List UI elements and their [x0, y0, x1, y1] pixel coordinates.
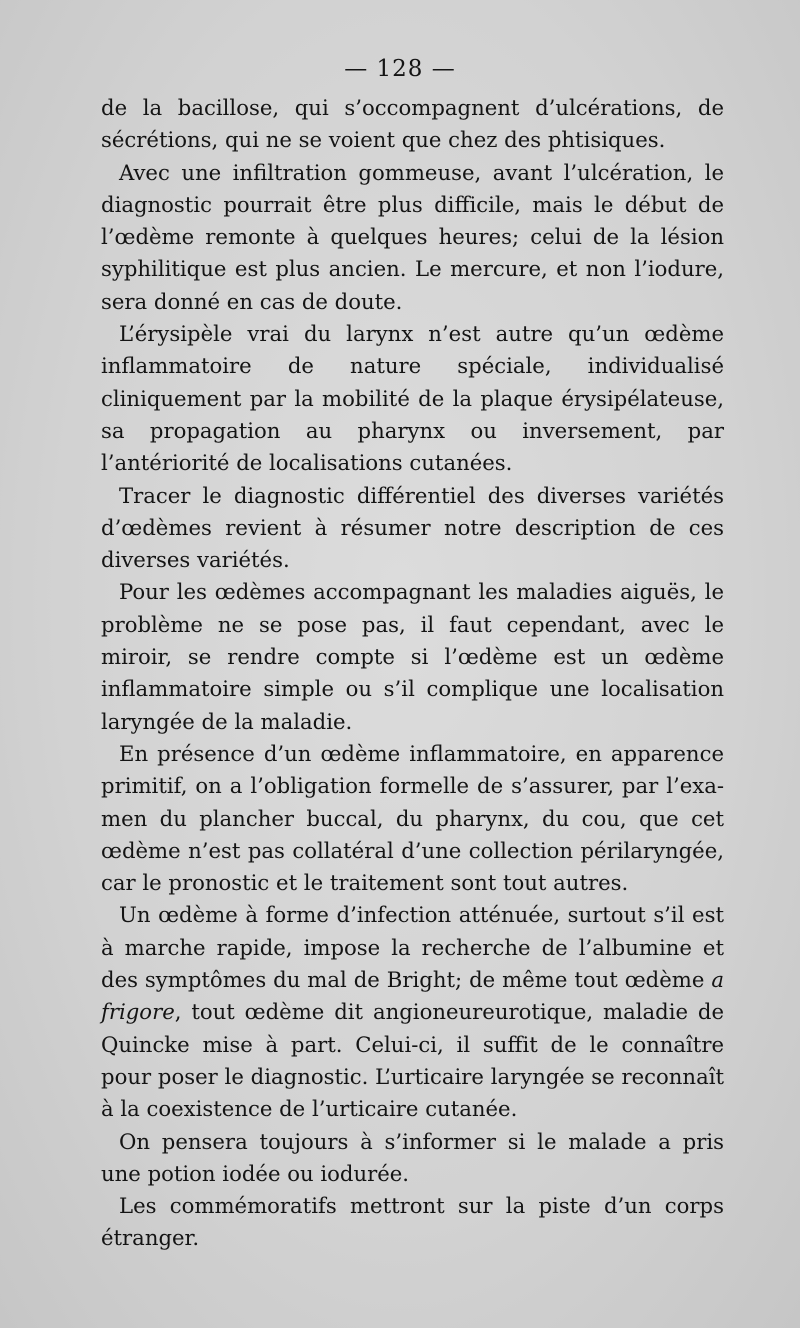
paragraph: On pensera toujours à s’informer si le malade a pris une potion iodée ou iodurée.	[101, 1128, 724, 1186]
paragraph: Avec une infiltration gommeuse, avant l’ulcération, le diagnostic pourrait être plus difficile, mais le début de l’œdème remonte à quelques heures; celui de la lésion syphilitique est plus ancien. Le mercure, et non l’iodure, sera donné en cas de doute.	[101, 159, 724, 314]
paragraph: Pour les œdèmes accompagnant les maladies aiguës, le problème ne se pose pas, il faut cependant, avec le miroir, se rendre compte si l’œdème est un œdème inflammatoire simple ou s’il complique une localisation laryngée de la maladie.	[101, 579, 724, 734]
paragraph: Tracer le diagnostic différentiel des diverses variétés d’œdèmes revient à résumer notre description de ces diverses variétés.	[101, 482, 724, 573]
page-number: — 128 —	[344, 56, 456, 82]
paragraph: En présence d’un œdème inflammatoire, en apparence primitif, on a l’obligation formelle de s’assurer, par l’examen du plancher buccal, du pharynx, du cou, que cet œdème n’est pas collatéral d’une collection périlaryngée, car le pronostic et le traitement sont tout autres.	[101, 740, 724, 896]
italic-phrase: a frigore	[101, 967, 724, 1025]
paragraph: de la bacillose, qui s’occompagnent d’ulcérations, de sécrétions, qui ne se voient que chez des phtisiques.	[101, 95, 724, 153]
body-text	[101, 92, 724, 1255]
paragraph: Les commémoratifs mettront sur la piste d’un corps étranger.	[101, 1193, 724, 1251]
paragraph-text-after: , tout œdème dit angioneureurotique, maladie de Quincke mise à part. Celui-ci, il suffit de le connaître pour poser le diagnostic. L’urticaire laryngée se reconnaît à la coexistence de l’urticaire cutanée.	[101, 999, 724, 1122]
paragraph: L’érysipèle vrai du larynx n’est autre qu’un œdème inflammatoire de nature spéciale, individualisé cliniquement par la mobilité de la plaque érysipélateuse, sa propagation au pharynx ou inversement, par l’antériorité de localisations cutanées.	[101, 321, 724, 476]
paragraph-text-before: Un œdème à forme d’infection atténuée, surtout s’il est à marche rapide, impose la recherche de l’albumine et des symptômes du mal de Bright; de même tout œdème	[101, 902, 724, 993]
paragraph	[101, 899, 724, 1125]
